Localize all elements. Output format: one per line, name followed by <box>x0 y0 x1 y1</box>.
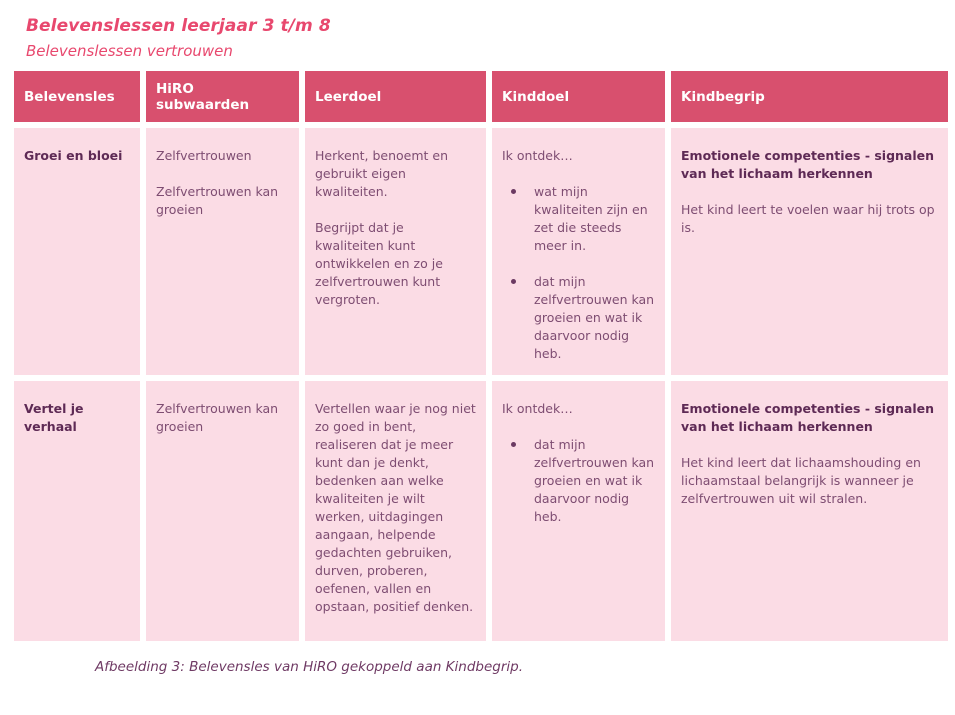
kindbegrip-title: Emotionele competenties - signalen van het lichaam herkennen <box>681 148 935 181</box>
cell-row2-kinddoel <box>492 381 665 641</box>
cell-row2-hiro-subwaarden <box>146 381 299 641</box>
cell-row2-kindbegrip <box>671 381 948 641</box>
subwaarde: Zelfvertrouwen kan groeien <box>156 401 279 434</box>
kindbegrip-text: Het kind leert dat lichaamshouding en lichaamstaal belangrijk is wanneer je zelfvertrouwen uit wil stralen. <box>681 455 921 506</box>
cell-row1-kindbegrip <box>671 128 948 375</box>
lesson-name: Groei en bloei <box>24 148 123 163</box>
page-title: Belevenslessen leerjaar 3 t/m 8 <box>26 16 331 36</box>
cell-row1-hiro-subwaarden <box>146 128 299 375</box>
figure-caption: Afbeelding 3: Belevensles van HiRO gekoppeld aan Kindbegrip. <box>95 659 524 675</box>
column-header-belevensles: Belevensles <box>14 71 140 122</box>
cell-row1-belevensles <box>14 128 140 375</box>
subwaarde: Zelfvertrouwen <box>156 148 252 163</box>
list-item <box>502 183 655 255</box>
column-header-hiro-subwaarden: HiRO subwaarden <box>146 71 299 122</box>
leerdoel-paragraph: Vertellen waar je nog niet zo goed in bent, realiseren dat je meer kunt dan je denkt, bedenken aan welke kwaliteiten je wilt werken, uitdagingen aangaan, helpende gedachten gebruiken, durven, proberen, oefenen, vallen en opstaan, positief denken. <box>315 401 476 614</box>
lesson-name: Vertel je verhaal <box>24 401 84 434</box>
list-item <box>502 273 655 363</box>
list-item <box>502 436 655 526</box>
belevenslessen-table <box>14 71 948 641</box>
bullet-text: dat mijn zelfvertrouwen kan groeien en wat ik daarvoor nodig heb. <box>534 437 655 524</box>
kindbegrip-title: Emotionele competenties - signalen van het lichaam herkennen <box>681 401 935 434</box>
cell-row1-leerdoel <box>305 128 486 375</box>
kinddoel-intro: Ik ontdek… <box>502 148 573 163</box>
subwaarde: Zelfvertrouwen kan groeien <box>156 184 279 217</box>
bullet-icon <box>511 279 516 284</box>
column-header-kindbegrip: Kindbegrip <box>671 71 948 122</box>
kindbegrip-text: Het kind leert te voelen waar hij trots op is. <box>681 202 935 235</box>
bullet-icon <box>511 442 516 447</box>
bullet-text: dat mijn zelfvertrouwen kan groeien en wat ik daarvoor nodig heb. <box>534 274 655 361</box>
cell-row2-belevensles <box>14 381 140 641</box>
bullet-icon <box>511 189 516 194</box>
page-subtitle: Belevenslessen vertrouwen <box>26 42 233 60</box>
column-header-leerdoel: Leerdoel <box>305 71 486 122</box>
leerdoel-paragraph: Herkent, benoemt en gebruikt eigen kwaliteiten. <box>315 148 449 199</box>
cell-row1-kinddoel <box>492 128 665 375</box>
cell-row2-leerdoel <box>305 381 486 641</box>
leerdoel-paragraph: Begrijpt dat je kwaliteiten kunt ontwikkelen en zo je zelfvertrouwen kunt vergroten. <box>315 220 443 307</box>
column-header-kinddoel: Kinddoel <box>492 71 665 122</box>
bullet-text: wat mijn kwaliteiten zijn en zet die steeds meer in. <box>534 184 648 253</box>
kinddoel-intro: Ik ontdek… <box>502 401 573 416</box>
